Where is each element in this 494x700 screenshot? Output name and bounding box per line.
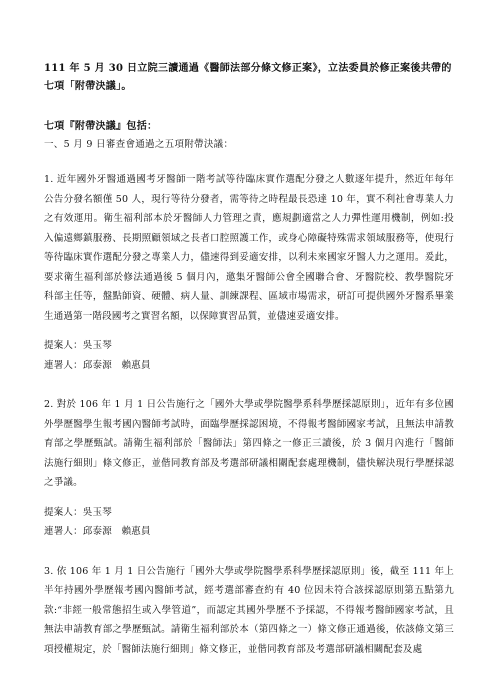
intro-paragraph: 111 年 5 月 30 日立院三讀通過《醫師法部分條文修正案》，立法委員於修正案後共帶的七項「附帶決議」。: [44, 63, 452, 92]
proposer-line: 提案人：吳玉琴: [44, 340, 112, 351]
proposer-line: 提案人：吳玉琴: [44, 506, 112, 518]
section-heading: 七項『附帶決議』包括：: [44, 121, 158, 132]
resolution-text: 1. 近年國外牙醫通過國考牙醫師一階考試等待臨床實作選配分發之人數逐年提升，然近年每年公告分發名額僅 50 人，現行等待分發者，需等待之時程最長恐達 10 年，實不利社會專業人力之有效運用。衛生福利部本於牙醫師人力管理之責，應規劃適當之人力彈性運用機制，例如:投入偏遠鄉鎮服務、長期照顧領域之長者口腔照護工作，或身心障礙特殊需求領域服務等，使現行等待臨床實作選配分發之專業人力，儘速得到妥適安排，以利未來國家牙醫人力之運用。爰此，要求衛生福利部於修法通過後 5 個月內，邀集牙醫師公會全國聯合會、牙醫院校、教學醫院牙科部主任等，盤點師資、硬體、病人量、訓練課程、區域市場需求，研訂可提供國外牙醫系畢業生通過第一階段國考之實習名額，以保障實習品質，並儘速妥適安排。: [44, 174, 454, 322]
resolution-item-1: [44, 170, 454, 375]
cosigner-line: 連署人：邱泰源 賴惠員: [44, 526, 151, 537]
cosigner-line: 連署人：邱泰源 賴惠員: [44, 359, 151, 371]
section-subheading: 一、5 月 9 日審查會通過之五項附帶決議：: [44, 139, 234, 150]
resolution-text: 2. 對於 106 年 1 月 1 日公告施行之「國外大學或學院醫學系科學歷採認原則」，近年有多位國外學歷醫學生報考國內醫師考試時，面臨學歷採認困境，不得報考醫師國家考試，且無法申請教育部之學歷甄試。請衛生福利部於「醫師法」第四條之一修正三讀後，於 3 個月內進行「醫師法施行細則」條文修正，並偕同教育部及考選部研議相關配套處理機制，儘快解決現行學歷採認之爭議。: [44, 399, 454, 488]
resolution-text: 3. 依 106 年 1 月 1 日公告施行「國外大學或學院醫學系科學歷採認原則」後，截至 111 年上半年持國外學歷報考國內醫師考試，經考選部審查約有 40 位因未符合該採認原則第五點第九款:“非經一般常態招生或入學管道”，而認定其國外學歷不予採認，不得報考醫師國家考試，且無法申請教育部之學歷甄試。請衛生福利部於本（第四條之一）條文修正通過後，依該條文第三項授權規定，於「醫師法施行細則」條文修正，並偕同教育部及考選部研議相關配套及處: [44, 565, 454, 655]
resolution-item-2: [44, 395, 454, 542]
resolution-item-3: [44, 562, 454, 660]
